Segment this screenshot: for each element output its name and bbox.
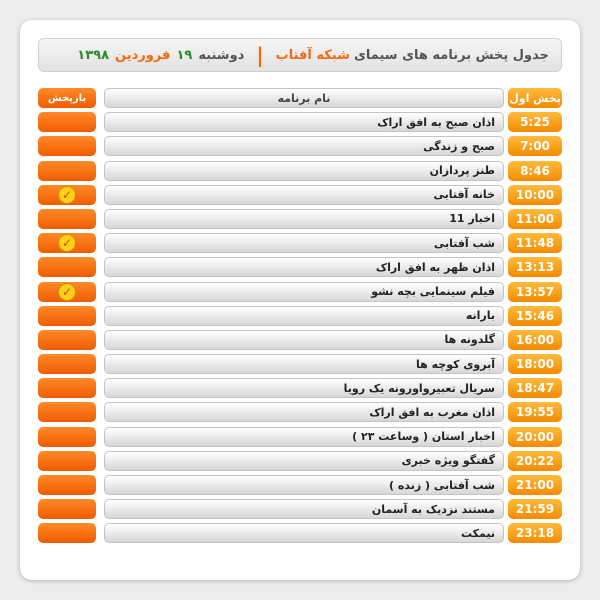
broadcast-time: 8:46 (508, 161, 562, 181)
broadcast-time: 21:00 (508, 475, 562, 495)
program-name: گفتگو ویژه خبری (104, 451, 504, 471)
table-row (38, 110, 562, 134)
table-row (38, 352, 562, 376)
broadcast-time: 5:25 (508, 112, 562, 132)
rerun-check-icon: ✓ (58, 186, 76, 204)
table-row (38, 521, 562, 545)
rerun-cell (38, 161, 96, 181)
rerun-cell (38, 330, 96, 350)
program-name: صبح و زندگی (104, 136, 504, 156)
rerun-check-icon: ✓ (58, 234, 76, 252)
program-name: آبروی کوچه ها (104, 354, 504, 374)
program-name: خانه آفتابی (104, 185, 504, 205)
rerun-cell (38, 282, 96, 302)
table-row (38, 231, 562, 255)
table-row (38, 280, 562, 304)
broadcast-time: 11:00 (508, 209, 562, 229)
column-header-time: پخش اول (508, 88, 562, 108)
header-separator: | (256, 43, 264, 67)
rerun-cell (38, 233, 96, 253)
rerun-cell (38, 257, 96, 277)
broadcast-time: 7:00 (508, 136, 562, 156)
broadcast-time: 18:47 (508, 378, 562, 398)
schedule-header (38, 38, 562, 72)
program-name: سریال تعبیرواورونه یک رویا (104, 378, 504, 398)
table-row (38, 328, 562, 352)
rerun-cell (38, 427, 96, 447)
program-name: مستند نزدیک به آسمان (104, 499, 504, 519)
broadcast-time: 18:00 (508, 354, 562, 374)
table-row (38, 497, 562, 521)
rerun-cell (38, 136, 96, 156)
broadcast-time: 16:00 (508, 330, 562, 350)
header-channel-name: شبکه آفتاب (275, 47, 350, 63)
broadcast-time: 15:46 (508, 306, 562, 326)
rerun-cell (38, 306, 96, 326)
header-day-number: ۱۹ (176, 47, 193, 63)
broadcast-time: 13:57 (508, 282, 562, 302)
program-name: طنز پردازان (104, 161, 504, 181)
program-name: شب آفتابی ( زنده ) (104, 475, 504, 495)
broadcast-time: 13:13 (508, 257, 562, 277)
table-row (38, 473, 562, 497)
broadcast-time: 23:18 (508, 523, 562, 543)
program-name: اذان مغرب به افق اراک (104, 402, 504, 422)
table-row (38, 183, 562, 207)
program-name: گلدونه ها (104, 330, 504, 350)
program-name: نیمکت (104, 523, 504, 543)
header-year: ۱۳۹۸ (77, 47, 110, 63)
table-row (38, 134, 562, 158)
rerun-cell (38, 402, 96, 422)
broadcast-time: 19:55 (508, 402, 562, 422)
table-row (38, 400, 562, 424)
broadcast-time: 21:59 (508, 499, 562, 519)
program-name: اذان صبح به افق اراک (104, 112, 504, 132)
rerun-check-icon: ✓ (58, 283, 76, 301)
header-month: فروردین (115, 47, 171, 63)
program-name: بارانه (104, 306, 504, 326)
broadcast-time: 10:00 (508, 185, 562, 205)
program-name: اذان ظهر به افق اراک (104, 257, 504, 277)
column-header-name: نام برنامه (104, 88, 504, 108)
rerun-cell (38, 209, 96, 229)
broadcast-time: 20:22 (508, 451, 562, 471)
program-name: اخبار استان ( وساعت ۲۳ ) (104, 427, 504, 447)
table-row (38, 304, 562, 328)
column-header-rerun: بازپخش (38, 88, 96, 108)
rerun-cell (38, 378, 96, 398)
rerun-cell (38, 523, 96, 543)
table-row (38, 376, 562, 400)
broadcast-time: 20:00 (508, 427, 562, 447)
rerun-cell (38, 185, 96, 205)
table-row (38, 449, 562, 473)
header-title: جدول پخش برنامه های سیمای (353, 47, 549, 63)
rerun-cell (38, 499, 96, 519)
program-name: فیلم سینمایی بچه نشو (104, 282, 504, 302)
program-name: اخبار 11 (104, 209, 504, 229)
broadcast-time: 11:48 (508, 233, 562, 253)
header-weekday: دوشنبه (198, 47, 245, 63)
table-row (38, 159, 562, 183)
schedule-table (38, 86, 562, 546)
rerun-cell (38, 475, 96, 495)
table-row (38, 255, 562, 279)
rerun-cell (38, 354, 96, 374)
rerun-cell (38, 451, 96, 471)
table-row (38, 207, 562, 231)
program-name: شب آفتابی (104, 233, 504, 253)
rerun-cell (38, 112, 96, 132)
table-row (38, 425, 562, 449)
table-header-row (38, 86, 562, 110)
